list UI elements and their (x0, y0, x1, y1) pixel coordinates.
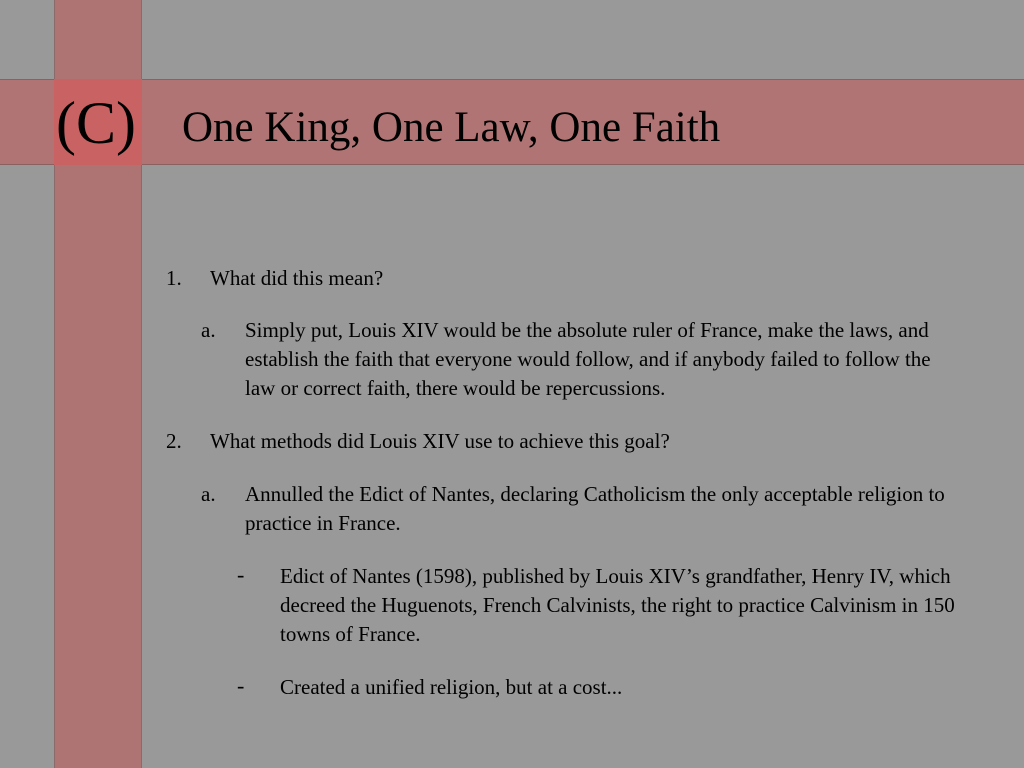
question-2: What methods did Louis XIV use to achieve this goal? (210, 429, 670, 453)
section-letter: (C) (56, 90, 136, 156)
bullet-edict-of-nantes: Edict of Nantes (1598), published by Louis XIV’s grandfather, Henry IV, which decreed the Huguenots, French Calvinists, the right to practice Calvinism in 150 towns of France. (280, 564, 955, 646)
answer-2a: Annulled the Edict of Nantes, declaring Catholicism the only acceptable religion to practice in France. (245, 482, 945, 535)
bullet-unified-religion: Created a unified religion, but at a cost... (280, 675, 623, 699)
list-marker-2: 2. (166, 429, 182, 453)
bullet-dash-2: - (237, 673, 245, 698)
list-marker-1: 1. (166, 266, 182, 290)
list-marker-2a: a. (201, 482, 216, 506)
bullet-dash-1: - (237, 562, 245, 587)
slide-title: One King, One Law, One Faith (182, 104, 721, 151)
list-marker-1a: a. (201, 318, 216, 342)
answer-1a: Simply put, Louis XIV would be the absolute ruler of France, make the laws, and establish the faith that everyone would follow, and if anybody failed to follow the law or correct faith, there would be repercussions. (245, 318, 931, 400)
question-1: What did this mean? (210, 266, 384, 290)
